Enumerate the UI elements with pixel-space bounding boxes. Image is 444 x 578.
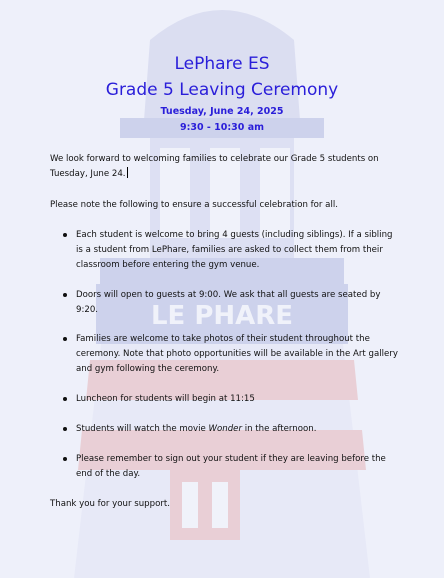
list-item-text-after: in the afternoon.: [241, 424, 317, 434]
list-item-text: Please remember to sign out your student if they are leaving before the end of the day.: [76, 454, 386, 479]
intro-text: We look forward to welcoming families to celebrate our Grade 5 students on Tuesday, June 24.: [50, 154, 379, 179]
ceremony-title: Grade 5 Leaving Ceremony: [105, 80, 339, 100]
movie-title: Wonder: [208, 424, 242, 434]
bullet-dot-icon: [63, 233, 67, 237]
event-time: 9:30 - 10:30 am: [179, 122, 265, 133]
bullet-dot-icon: [63, 427, 67, 431]
intro-paragraph[interactable]: [50, 152, 398, 182]
list-item-text: Each student is welcome to bring 4 guests (including siblings). If a sibling is a student from LePhare, families are asked to collect them from their classroom before entering the gym venue.: [76, 230, 393, 270]
bullet-dot-icon: [63, 397, 67, 401]
bullet-dot-icon: [63, 457, 67, 461]
list-item-text: Doors will open to guests at 9:00. We ask that all guests are seated by 9:20.: [76, 290, 381, 315]
watermark-text: LE PHARE: [150, 301, 294, 331]
list-item-text-before: Students will watch the movie: [76, 424, 209, 434]
closing-paragraph: Thank you for your support.: [50, 499, 170, 509]
school-name: LePhare ES: [174, 54, 270, 74]
note-paragraph: Please note the following to ensure a successful celebration for all.: [50, 200, 338, 210]
list-item-text: Families are welcome to take photos of their student throughout the ceremony. Note that photo opportunities will be available in the Art gallery and gym following the ceremony.: [76, 334, 398, 374]
list-item-text: [76, 422, 398, 437]
bullet-dot-icon: [63, 337, 67, 341]
text-cursor: [127, 167, 128, 178]
bullet-dot-icon: [63, 293, 67, 297]
event-date: Tuesday, June 24, 2025: [160, 106, 284, 117]
list-item-text: Luncheon for students will begin at 11:15: [76, 394, 255, 404]
